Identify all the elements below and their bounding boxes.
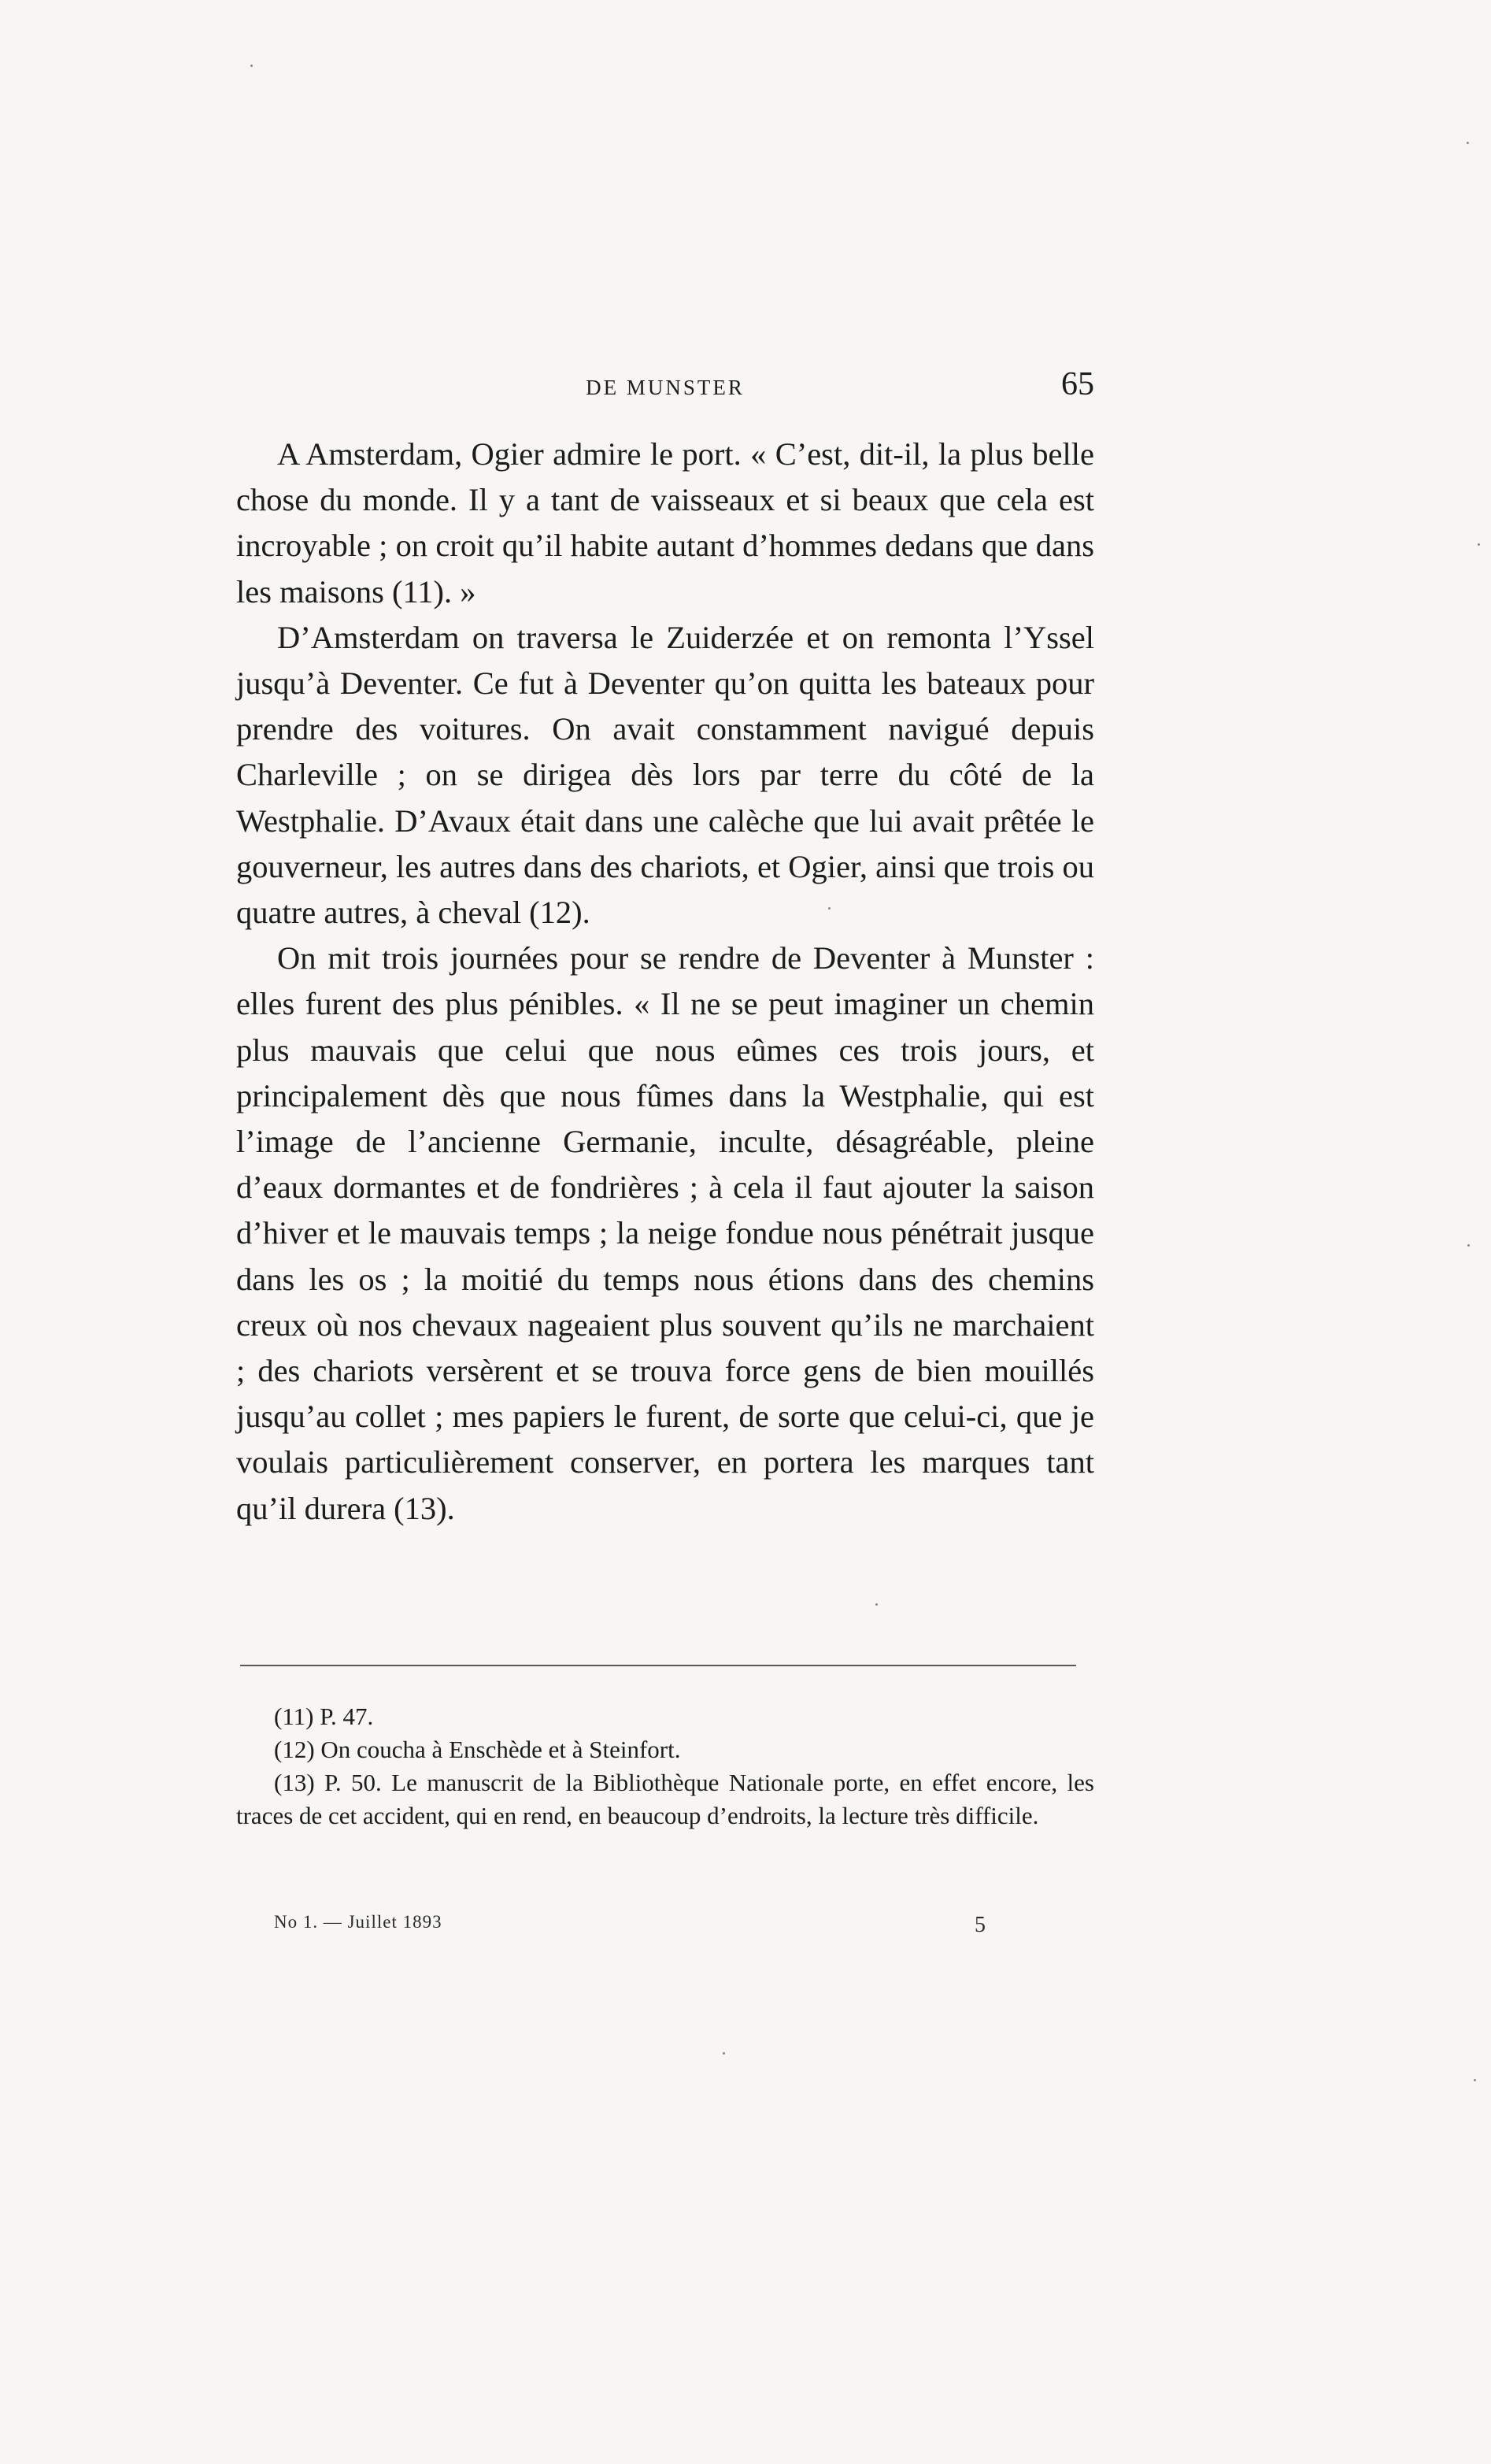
- paper-speck: [723, 2052, 725, 2055]
- page-number: 65: [1061, 366, 1094, 402]
- sheet-number: 5: [975, 1913, 986, 1937]
- footnotes: [236, 1700, 1094, 1832]
- paragraph-munster: On mit trois journées pour se rendre de Deventer à Munster : elles furent des plus pénibles. « Il ne se peut imaginer un chemin plus mauvais que celui que nous eûmes ces trois jours, et principalement dès que nous fûmes dans la Westphalie, qui est l’image de l’ancienne Germanie, inculte, désagréable, pleine d’eaux dormantes et de fondrières ; à cela il faut ajouter la saison d’hiver et le mauvais temps ; la neige fondue nous pénétrait jusque dans les os ; la moitié du temps nous étions dans des chemins creux où nos chevaux nageaient plus souvent qu’ils ne marchaient ; des chariots versèrent et se trouva force gens de bien mouillés jusqu’au collet ; mes papiers le furent, de sorte que celui-ci, que je voulais particulièrement conserver, en portera les marques tant qu’il durera (13).: [236, 940, 1094, 1526]
- paper-speck: [1467, 1244, 1470, 1247]
- paper-speck: [828, 907, 831, 910]
- main-text: [236, 432, 1094, 1532]
- paper-speck: [875, 1603, 878, 1606]
- footnote-13: (13) P. 50. Le manuscrit de la Bibliothèque Nationale porte, en effet encore, les traces de cet accident, qui en rend, en beaucoup d’endroits, la lecture très difficile.: [236, 1769, 1094, 1829]
- page-header: [236, 364, 1094, 411]
- paragraph-amsterdam: A Amsterdam, Ogier admire le port. « C’est, dit-il, la plus belle chose du monde. Il y a tant de vaisseaux et si beaux que cela est incroyable ; on croit qu’il habite autant d’hommes dedans que dans les maisons (11). »: [236, 436, 1094, 610]
- printer-signature: [236, 1906, 1094, 1938]
- paper-speck: [1474, 2079, 1476, 2081]
- paper-speck: [250, 65, 253, 67]
- running-title: DE MUNSTER: [586, 376, 745, 399]
- issue-line: No 1. — Juillet 1893: [274, 1912, 442, 1932]
- paper-speck: [1478, 543, 1480, 546]
- footnote-rule: [240, 1665, 1076, 1666]
- footnote-11: (11) P. 47.: [274, 1703, 374, 1730]
- footnote-12: (12) On coucha à Enschède et à Steinfort.: [274, 1736, 681, 1763]
- paragraph-deventer: D’Amsterdam on traversa le Zuiderzée et on remonta l’Yssel jusqu’à Deventer. Ce fut à Deventer qu’on quitta les bateaux pour prendre des voitures. On avait constamment navigué depuis Charleville ; on se dirigea dès lors par terre du côté de la Westphalie. D’Avaux était dans une calèche que lui avait prêtée le gouverneur, les autres dans des chariots, et Ogier, ainsi que trois ou quatre autres, à cheval (12).: [236, 619, 1094, 931]
- paper-speck: [1467, 142, 1469, 144]
